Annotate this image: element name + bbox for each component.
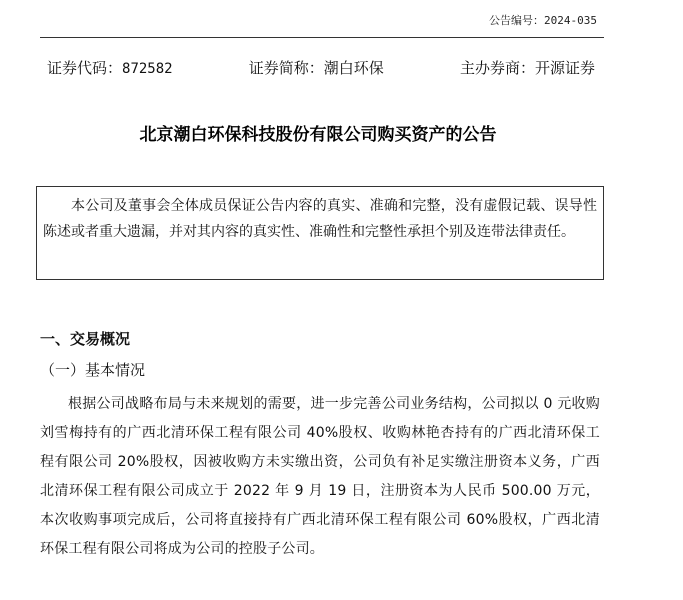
subsection-heading: （一）基本情况 — [40, 361, 146, 379]
sponsor-broker — [460, 58, 595, 79]
sponsor-broker-value: 开源证券 — [534, 59, 595, 77]
body-paragraph: 根据公司战略布局与未来规划的需要，进一步完善公司业务结构，公司拟以 0 元收购刘雪梅持有的广西北清环保工程有限公司 40%股权、收购林艳杏持有的广西北清环保工程有限公司 20%股权，因被收购方未实缴出资，公司负有补足实缴注册资本义务，广西北清环保工程有限公司成立于 2022 年 9 月 19 日，注册资本为人民币 500.00 万元，本次收购事项完成后，公司将直接持有广西北清环保工程有限公司 60%股权，广西北清环保工程有限公司将成为公司的控股子公司。 — [40, 396, 600, 557]
section-heading: 一、交易概况 — [40, 330, 131, 348]
announcement-number: 公告编号：2024-035 — [489, 14, 597, 27]
header-divider — [40, 37, 604, 38]
securities-short-name-value: 潮白环保 — [323, 59, 384, 77]
document-title: 北京潮白环保科技股份有限公司购买资产的公告 — [139, 125, 497, 145]
securities-code — [47, 58, 173, 79]
securities-short-name-label: 证券简称： — [248, 59, 324, 77]
securities-short-name — [249, 58, 384, 79]
board-guarantee-notice: 本公司及董事会全体成员保证公告内容的真实、准确和完整，没有虚假记载、误导性陈述或者重大遗漏，并对其内容的真实性、准确性和完整性承担个别及连带法律责任。 — [36, 186, 604, 280]
sponsor-broker-label: 主办券商： — [459, 59, 535, 77]
securities-code-value: 872582 — [122, 61, 173, 77]
securities-info-row — [47, 58, 595, 79]
securities-code-label: 证券代码： — [47, 59, 123, 77]
